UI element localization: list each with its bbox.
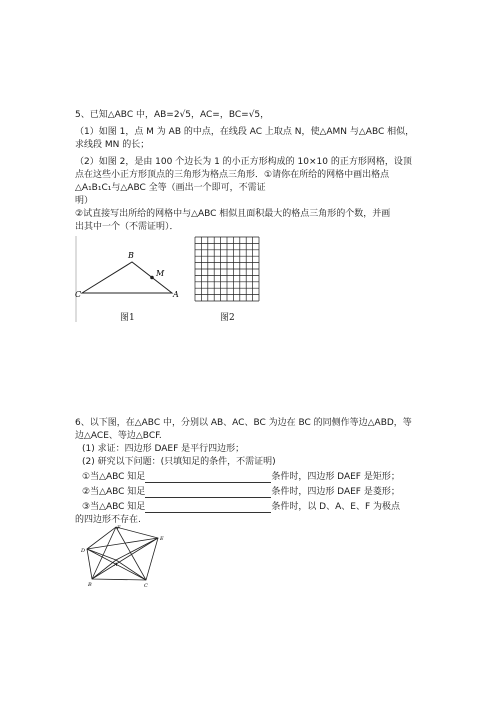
q5-line-3: （2）如图 2，是由 100 个边长为 1 的小正方形构成的 10×10 的正方形网格，设顶 — [75, 157, 412, 167]
q6-line-3: (1) 求证：四边形 DAEF 是平行四边形； — [82, 444, 245, 454]
q5-line-7: ②试直接写出所给的网格中与△ABC 相似且面积最大的格点三角形的个数，并画 — [75, 209, 391, 219]
q5-line-2: 求线段 MN 的长； — [75, 140, 150, 150]
label-f: F — [117, 525, 121, 531]
q5-title: 5、已知△ABC 中，AB=2√5，AC=，BC=√5， — [75, 110, 270, 120]
q6-blank-1-suffix: 条件时，四边形 DAEF 是矩形； — [271, 472, 400, 482]
q6-blank-3-suffix: 条件时，以 D、A、E、F 为极点 — [271, 502, 400, 512]
q5-figure-1-caption: 图1 — [120, 313, 135, 323]
q6-line-4: (2) 研究以下问题：(只填知足的条件，不需证明) — [82, 457, 276, 467]
q6-blank-row-3 — [82, 501, 400, 513]
q6-line-2: 边△ACE、等边△BCF. — [75, 431, 162, 441]
q6-blank-2-prefix: ②当△ABC 知足 — [82, 487, 146, 497]
q6-last-line: 的四边形不存在. — [75, 515, 141, 525]
label-c: C — [144, 583, 148, 588]
label-b: B — [88, 582, 92, 588]
q6-blank-2-field[interactable] — [145, 487, 271, 498]
label-d: D — [81, 548, 86, 554]
q6-blank-row-2 — [82, 486, 400, 498]
q6-line-1: 6、以下图，在△ABC 中，分别以 AB、AC、BC 为边在 BC 的同侧作等边△ABD，等 — [75, 418, 412, 428]
outer-polygon — [87, 527, 158, 580]
q6-figure — [78, 524, 168, 588]
label-e: E — [160, 536, 164, 542]
label-b: B — [128, 251, 134, 260]
label-a: A — [114, 562, 118, 568]
q5-figure-2-grid — [194, 236, 260, 302]
q6-blank-3-field[interactable] — [145, 502, 271, 513]
q5-line-5: △A₁B₁C₁与△ABC 全等（画出一个即可，不需证 — [75, 183, 266, 193]
label-a: A — [173, 290, 179, 299]
q6-blank-1-prefix: ①当△ABC 知足 — [82, 472, 146, 482]
label-c: C — [75, 290, 82, 299]
q6-blank-3-prefix: ③当△ABC 知足 — [82, 502, 146, 512]
q5-line-8: 出其中一个（不需证明）． — [75, 222, 179, 232]
point-m — [150, 276, 154, 280]
q5-line-6: 明） — [75, 196, 94, 206]
q5-line-1: （1）如图 1，点 M 为 AB 的中点，在线段 AC 上取点 N，使△AMN 与△ABC 相似， — [75, 127, 415, 137]
label-m: M — [156, 269, 165, 278]
q6-blank-row-1 — [82, 471, 400, 483]
q5-figure-2-caption: 图2 — [220, 313, 235, 323]
q6-blank-1-field[interactable] — [145, 472, 271, 483]
q5-line-4: 点在这些小正方形顶点的三角形为格点三角形．①请你在所给的网格中画出格点 — [75, 170, 390, 180]
q6-blank-2-suffix: 条件时，四边形 DAEF 是菱形； — [271, 487, 400, 497]
